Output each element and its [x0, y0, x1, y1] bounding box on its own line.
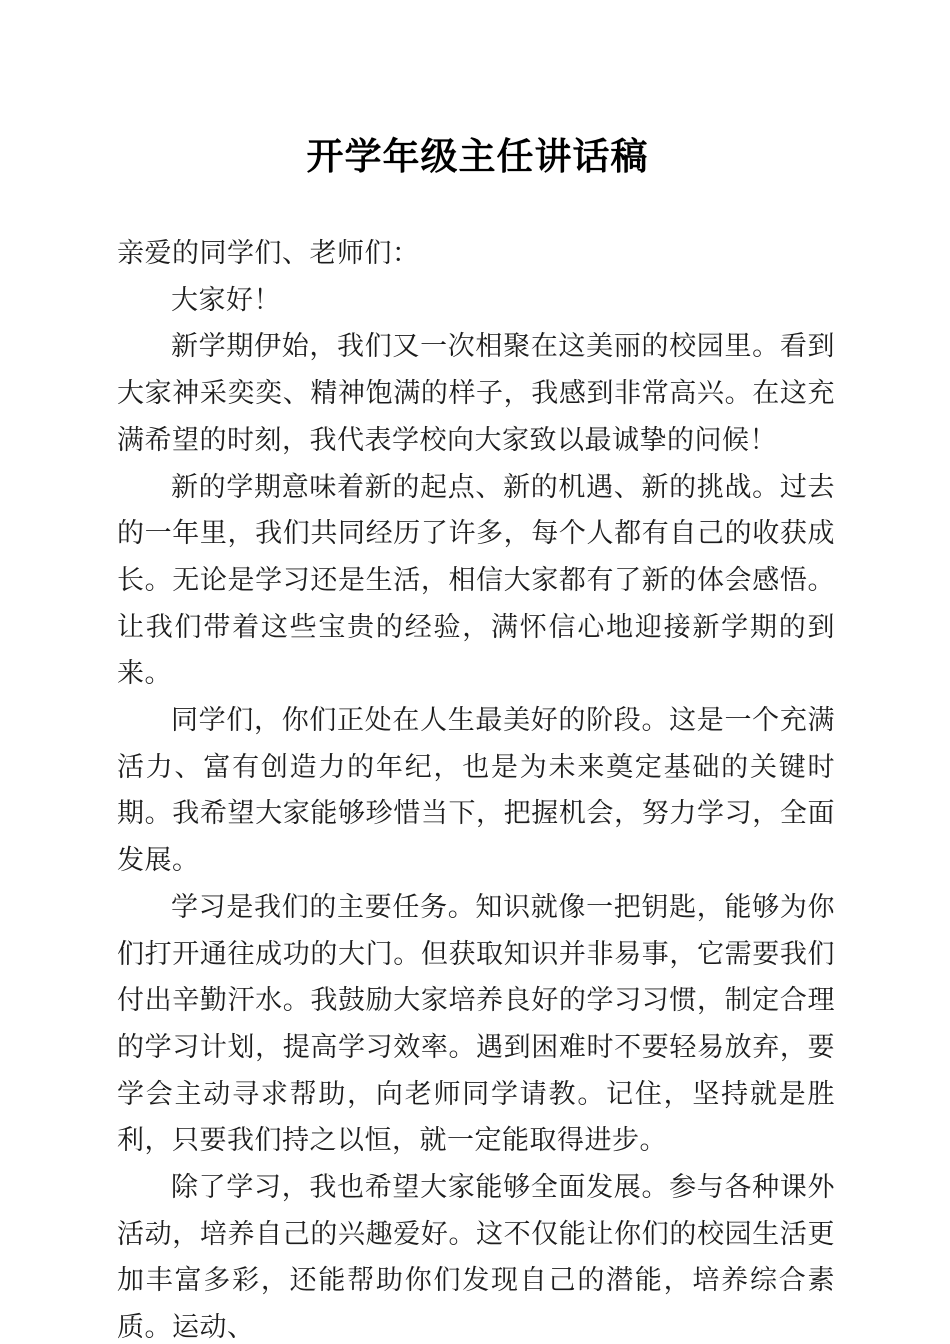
paragraph-new-semester: 新的学期意味着新的起点、新的机遇、新的挑战。过去的一年里，我们共同经历了许多，每个人都有自己的收获成长。无论是学习还是生活，相信大家都有了新的体会感悟。让我们带着这些宝贵的经验，满怀信心地迎接新学期的到来。 — [117, 471, 835, 689]
document-body — [117, 230, 835, 1344]
paragraph-best-stage: 同学们，你们正处在人生最美好的阶段。这是一个充满活力、富有创造力的年纪，也是为未来奠定基础的关键时期。我希望大家能够珍惜当下，把握机会，努力学习，全面发展。 — [117, 705, 835, 876]
paragraph-study-task: 学习是我们的主要任务。知识就像一把钥匙，能够为你们打开通往成功的大门。但获取知识并非易事，它需要我们付出辛勤汗水。我鼓励大家培养良好的学习习惯，制定合理的学习计划，提高学习效率。遇到困难时不要轻易放弃，要学会主动寻求帮助，向老师同学请教。记住，坚持就是胜利，只要我们持之以恒，就一定能取得进步。 — [117, 891, 835, 1156]
paragraph-salutation: 亲爱的同学们、老师们： — [117, 238, 420, 268]
document-title: 开学年级主任讲话稿 — [306, 137, 649, 178]
paragraph-opening: 新学期伊始，我们又一次相聚在这美丽的校园里。看到大家神采奕奕、精神饱满的样子，我感到非常高兴。在这充满希望的时刻，我代表学校向大家致以最诚挚的问候！ — [117, 331, 835, 455]
paragraph-greeting: 大家好！ — [171, 284, 281, 315]
paragraph-all-round-development: 除了学习，我也希望大家能够全面发展。参与各种课外活动，培养自己的兴趣爱好。这不仅能让你们的校园生活更加丰富多彩，还能帮助你们发现自己的潜能，培养综合素质。运动、 — [117, 1172, 835, 1343]
